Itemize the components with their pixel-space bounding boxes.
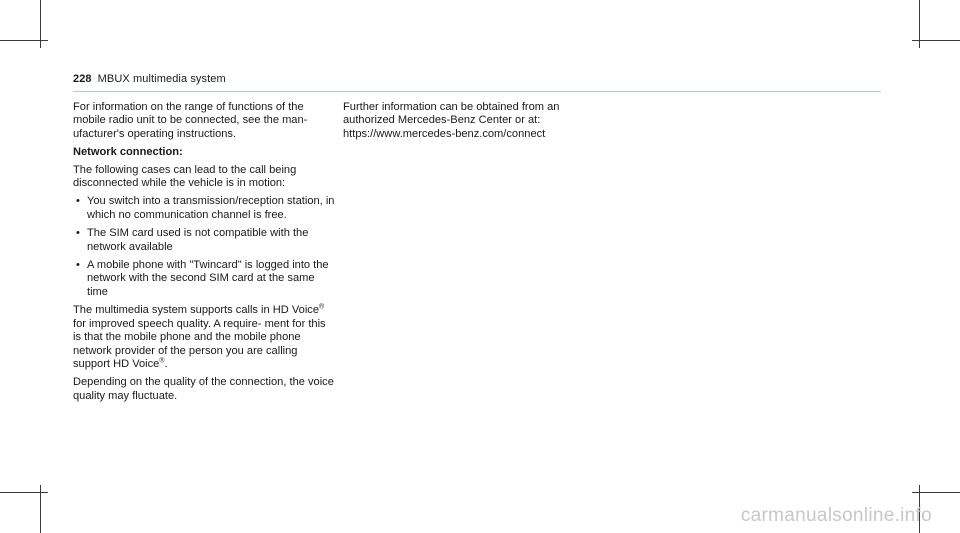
crop-mark <box>0 492 48 493</box>
disconnect-intro: The following cases can lead to the call being disconnected while the vehicle is in motion: <box>73 163 297 190</box>
bullet-list <box>73 195 335 299</box>
registered-mark: ® <box>319 303 325 311</box>
connect-url[interactable]: https://www.mercedes-benz.com/connect <box>343 127 546 140</box>
page-header <box>73 73 226 85</box>
crop-mark <box>0 40 48 41</box>
list-item: • The SIM card used is not compatible with the network available <box>76 227 309 253</box>
bullet-icon: • <box>76 259 80 272</box>
header-divider <box>73 91 881 92</box>
further-info-paragraph: Further information can be obtained from an authorized Mercedes-Benz Center or at: https://www.mercedes-benz.com/connect <box>343 101 560 140</box>
section-title: MBUX multimedia system <box>97 73 226 85</box>
right-column <box>343 101 605 146</box>
left-column <box>73 101 335 408</box>
crop-mark <box>912 40 960 41</box>
hd-voice-paragraph: The multimedia system supports calls in HD Voice® for improved speech quality. A require- ment for this is that the mobile phone and the mobile phone network provider of the person you are calling support HD Voice®. <box>73 303 326 370</box>
page-number: 228 <box>73 73 92 85</box>
list-item: • You switch into a transmission/reception station, in which no communication channel is free. <box>76 195 335 221</box>
list-item: • A mobile phone with "Twincard" is logged into the network with the second SIM card at the same time <box>76 259 329 298</box>
watermark: carmanualsonline.info <box>740 505 932 526</box>
bullet-icon: • <box>76 195 80 208</box>
intro-paragraph: For information on the range of functions of the mobile radio unit to be connected, see the man- ufacturer's operating instructions. <box>73 101 308 140</box>
bullet-icon: • <box>76 227 80 240</box>
crop-mark <box>912 492 960 493</box>
quality-paragraph: Depending on the quality of the connection, the voice quality may fluctuate. <box>73 376 334 402</box>
section-heading: Network connection: <box>73 146 183 159</box>
registered-mark: ® <box>159 357 165 365</box>
